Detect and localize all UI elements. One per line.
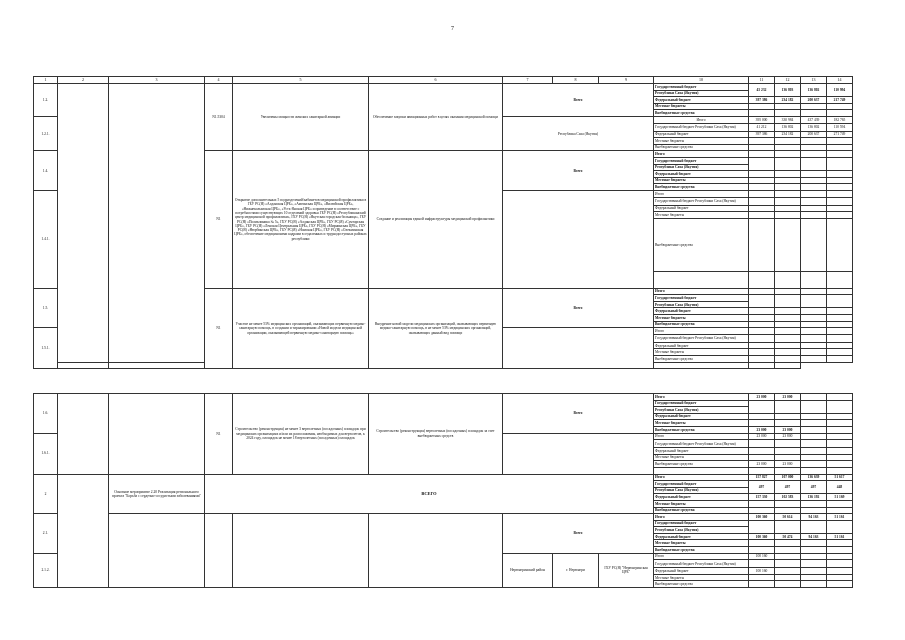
project-code: N1.5304: [205, 84, 233, 151]
fin-source-fed: Федеральный бюджет: [654, 448, 749, 455]
value-cell: 23 000: [775, 426, 801, 433]
fin-source-fed: Федеральный бюджет: [654, 205, 749, 212]
value-cell: 136 639: [801, 474, 827, 481]
fin-source-local: Местные бюджеты: [654, 177, 749, 184]
value-cell: 23 000: [775, 394, 801, 401]
row-number: 1.6.: [34, 394, 58, 434]
region-label: Республика Саха (Якутия): [503, 116, 654, 150]
header-cell: 13: [801, 77, 827, 84]
value-cell: 23 000: [749, 426, 775, 433]
fin-source-local: Местные бюджеты: [654, 574, 749, 581]
value-cell: 100 360: [749, 514, 775, 521]
project-code: N1: [205, 288, 233, 369]
fin-source-extra: Внебюджетные средства: [654, 356, 749, 363]
fin-source-local: Местные бюджеты: [654, 454, 749, 461]
header-cell: 5: [233, 77, 369, 84]
value-cell: 110 594: [827, 123, 853, 131]
value-cell: 437 439: [801, 116, 827, 123]
fin-source-fed: Федеральный бюджет: [654, 533, 749, 540]
fin-source-itogo: Итого: [654, 474, 749, 481]
grand-total-label: ВСЕГО: [205, 474, 654, 514]
fin-source-gov: Государственный бюджет Республики Саха (Якутия): [654, 334, 749, 342]
result-text: Открытие дополнительных 5 подразделений/кабинетов медицинской профилактики в ГБУ РС(Я) «Алданская ЦРБ», «Амгинская ЦРБ», «Вилюйская ЦРБ», «Нижнеколымская ЦРБ», «Усть-Янская ЦРБ» и приведение в соответствие с потребностями существующих 10 отделений здоровья ГБУ РС(Я) «Республиканский центр медицинской профилактики», ГБУ РС(Я) «Якутская городская больница», ГБУ РС(Я) «Поликлиника № 5», ГБУ РС(Я) «Алданская ЦРБ», ГБУ РС(Я) «Сунтарская ЦРБ», ГБУ РС(Я) «Ленская Центральная ЦРБ», ГБУ РС(Я) «Мирнинская ЦРБ», ГБУ РС(Я) «Нюрбинская ЦРБ», ГБУ РС(Я) «Намская ЦРБ», ГБУ РС(Я) «Олекминская ЦРБ», обеспечение медицинскими кадрами в отдаленных и труднодоступных районах республики: [233, 151, 369, 288]
row-number: 1.6.1.: [34, 433, 58, 474]
value-cell: 100 160: [749, 553, 775, 560]
fin-source-rsya: Республики Саха (Якутия): [654, 90, 749, 97]
program-financing-table: [33, 76, 853, 369]
fin-source-local: Местные бюджеты: [654, 212, 749, 219]
fin-source-extra: Внебюджетные средства: [654, 321, 749, 328]
fin-source-extra: Внебюджетные средства: [654, 184, 749, 191]
row-number: 1.2.: [34, 84, 58, 117]
row-number: 1.4.: [34, 151, 58, 191]
fin-source-itogo: Итого: [654, 394, 749, 401]
total-label: Всего: [503, 84, 654, 117]
result-text: Участие не менее 53% медицинских организаций, оказывающих первичную медико-санитарную помощь, в создании и тиражировании «Новой модели медицинской организации, оказывающей первичную медико-санитарную помощь»: [233, 288, 369, 369]
value-cell: 234 182: [775, 97, 801, 104]
empty-cell: [58, 394, 109, 475]
value-cell: 217 749: [827, 97, 853, 104]
value-cell: 395 000: [749, 116, 775, 123]
value-cell: 51 161: [827, 533, 853, 540]
fin-source-itogo: Итого: [654, 116, 749, 123]
fin-source-local: Местные бюджеты: [654, 315, 749, 322]
row-number: 1.4.1.: [34, 190, 58, 288]
value-cell: 157 827: [749, 474, 775, 481]
fin-source-itogo: Итого: [654, 553, 749, 560]
column-number-row: [34, 77, 853, 84]
empty-cell: [109, 394, 205, 475]
fin-source-fed: Федеральный бюджет: [654, 413, 749, 420]
fin-source-gov: Государственный бюджет: [654, 520, 749, 527]
page-number: 7: [451, 26, 454, 32]
value-cell: 23 000: [749, 394, 775, 401]
value-cell: 182 765: [827, 116, 853, 123]
fin-source-gov: Государственный бюджет Республики Саха (Якутия): [654, 560, 749, 568]
value-cell: 94 163: [801, 514, 827, 521]
fin-source-itogo: Итого: [654, 151, 749, 158]
value-cell: 51 161: [827, 514, 853, 521]
fin-source-local: Местные бюджеты: [654, 138, 749, 145]
header-cell: 4: [205, 77, 233, 84]
fin-source-local: Местные бюджеты: [654, 349, 749, 356]
fin-source-rsya: Республики Саха (Якутия): [654, 164, 749, 171]
header-cell: 9: [599, 77, 654, 84]
empty-cell: [369, 514, 503, 588]
value-cell: 330 984: [775, 116, 801, 123]
value-cell: 397 386: [749, 131, 775, 138]
fin-source-local: Местные бюджеты: [654, 103, 749, 110]
row-number: 1.5.: [34, 288, 58, 328]
fin-source-itogo: Итого: [654, 190, 749, 197]
fin-source-extra: Внебюджетные средства: [654, 426, 749, 433]
row-number: 1.2.1.: [34, 116, 58, 150]
district-label: Нерюнгринский район: [503, 553, 553, 587]
value-cell: 102 583: [775, 494, 801, 501]
project-code: N1: [205, 394, 233, 475]
header-cell: 3: [109, 77, 205, 84]
fin-source-gov: Государственный бюджет Республики Саха (Якутия): [654, 197, 749, 205]
header-cell: 12: [775, 77, 801, 84]
empty-cell: [503, 433, 654, 474]
fin-source-itogo: Итого: [654, 514, 749, 521]
fin-source-extra: Внебюджетные средства: [654, 218, 749, 271]
value-cell: 271 749: [827, 131, 853, 138]
fin-source-extra: Внебюджетные средства: [654, 144, 749, 151]
header-cell: 1: [34, 77, 58, 84]
header-cell: 6: [369, 77, 503, 84]
value-cell: 200 637: [801, 97, 827, 104]
organization-label: ГБУ РС(Я) "Нерюнгринская ЦРБ": [599, 553, 654, 587]
header-cell: 11: [749, 77, 775, 84]
fin-source-fed: Федеральный бюджет: [654, 131, 749, 138]
fin-source-local: Местные бюджеты: [654, 500, 749, 507]
value-cell: 100 360: [749, 533, 775, 540]
value-cell: 200 637: [801, 131, 827, 138]
value-cell: 50 474: [775, 533, 801, 540]
value-cell: 23 000: [749, 433, 775, 440]
fin-source-gov: Государственный бюджет: [654, 481, 749, 488]
value-cell: 107 000: [775, 474, 801, 481]
value-cell: 23 800: [775, 433, 801, 440]
fin-source-fed: Федеральный бюджет: [654, 97, 749, 104]
value-cell: 41 212: [749, 123, 775, 131]
activity-text: Строительство (реконструкция) вертолетных (посадочных) площадок за счет внебюджетных средств: [369, 394, 503, 475]
empty-cell: [233, 514, 369, 588]
fin-source-itogo: Итого: [654, 433, 749, 440]
value-cell: 136 802: [775, 123, 801, 131]
fin-source-local: Местные бюджеты: [654, 420, 749, 427]
activity-text: Создание и реализация единой инфраструктуры медицинской профилактики: [369, 151, 503, 288]
fin-source-rsya: Республики Саха (Якутия): [654, 487, 749, 494]
empty-cell: [109, 514, 205, 588]
fin-source-gov: Государственный бюджет Республики Саха (Якутия): [654, 440, 749, 448]
value-cell: 497: [775, 481, 801, 494]
value-cell: 51 617: [827, 474, 853, 481]
fin-source-gov: Государственный бюджет: [654, 157, 749, 164]
main-activity-text: Основное мероприятие 2.20 Реализация регионального проекта "Борьба с сердечно-сосудистыми заболеваниями": [109, 474, 205, 514]
fin-source-extra: Внебюджетные средства: [654, 461, 749, 468]
value-cell: 234 182: [775, 131, 801, 138]
value-cell: 448: [827, 481, 853, 494]
value-cell: 397 386: [749, 97, 775, 104]
result-text: Строительство (реконструкция) не менее 3 вертолетных (посадочных) площадок при медицинских организациях и/или их расположения, необходимых для вертолетов, к 2024 году, площадок не менее 18 вертолетных (посадочных) площадок: [233, 394, 369, 475]
row-number: 1.5.1.: [34, 328, 58, 369]
fin-source-gov: Государственный бюджет: [654, 295, 749, 302]
fin-source-rsya: Республики Саха (Якутия): [654, 407, 749, 414]
total-label: Всего: [503, 288, 654, 328]
fin-source-extra: Внебюджетные средства: [654, 581, 749, 588]
fin-source-local: Местные бюджеты: [654, 540, 749, 547]
empty-cell: [503, 328, 654, 369]
fin-source-rsya: Республики Саха (Якутия): [654, 301, 749, 308]
empty-cell: [58, 84, 109, 363]
fin-source-fed: Федеральный бюджет: [654, 308, 749, 315]
value-cell: 157 330: [749, 494, 775, 501]
total-label: Всего: [503, 151, 654, 191]
value-cell: 23 000: [775, 461, 801, 468]
header-cell: 8: [553, 77, 599, 84]
empty-cell: [109, 84, 205, 363]
fin-source-gov: Государственный бюджет: [654, 84, 749, 91]
value-cell: 136 802: [801, 84, 827, 97]
header-cell: 2: [58, 77, 109, 84]
value-cell: 136 803: [775, 84, 801, 97]
program-financing-table-lower: [33, 393, 853, 588]
fin-source-gov: Государственный бюджет Республики Саха (Якутия): [654, 123, 749, 131]
fin-source-itogo: Итого: [654, 288, 749, 295]
value-cell: 100 160: [749, 568, 775, 575]
empty-cell: [503, 190, 654, 288]
fin-source-fed: Федеральный бюджет: [654, 494, 749, 501]
fin-source-fed: Федеральный бюджет: [654, 568, 749, 575]
value-cell: 50 614: [775, 514, 801, 521]
fin-source-rsya: Республики Саха (Якутия): [654, 527, 749, 534]
empty-cell: [58, 474, 109, 588]
value-cell: 23 000: [749, 461, 775, 468]
row-number: 2.1.: [34, 514, 58, 554]
empty-cell: [205, 514, 233, 588]
value-cell: 136 192: [801, 494, 827, 501]
fin-source-itogo: Итого: [654, 328, 749, 335]
value-cell: 45 232: [749, 84, 775, 97]
fin-source-extra: Внебюджетные средства: [654, 110, 749, 117]
header-cell: 10: [654, 77, 749, 84]
value-cell: 51 169: [827, 494, 853, 501]
value-cell: 110 994: [827, 84, 853, 97]
project-code: N1: [205, 151, 233, 288]
header-cell: 14: [827, 77, 853, 84]
fin-source-gov: Государственный бюджет: [654, 400, 749, 407]
row-number: 2.1.2.: [34, 553, 58, 587]
activity-text: Обеспечение закупки авиационных работ в целях оказания медицинской помощи: [369, 84, 503, 151]
activity-text: Внедрение новой модели медицинских организаций, оказывающих первичную медико-санитарную помощь, в не менее 53% медицинских организаций, оказывающих данный вид помощи: [369, 288, 503, 369]
fin-source-fed: Федеральный бюджет: [654, 342, 749, 349]
value-cell: 497: [749, 481, 775, 494]
fin-source-extra: Внебюджетные средства: [654, 507, 749, 514]
fin-source-fed: Федеральный бюджет: [654, 171, 749, 178]
header-cell: 7: [503, 77, 553, 84]
value-cell: 94 163: [801, 533, 827, 540]
total-label: Всего: [503, 514, 654, 554]
fin-source-extra: Внебюджетные средства: [654, 547, 749, 554]
row-number: 2: [34, 474, 58, 514]
city-label: г. Нерюнгри: [553, 553, 599, 587]
result-text: Увеличены мощности женских санитарной авиации: [233, 84, 369, 151]
total-label: Всего: [503, 394, 654, 434]
value-cell: 136 802: [801, 123, 827, 131]
value-cell: 497: [801, 481, 827, 494]
